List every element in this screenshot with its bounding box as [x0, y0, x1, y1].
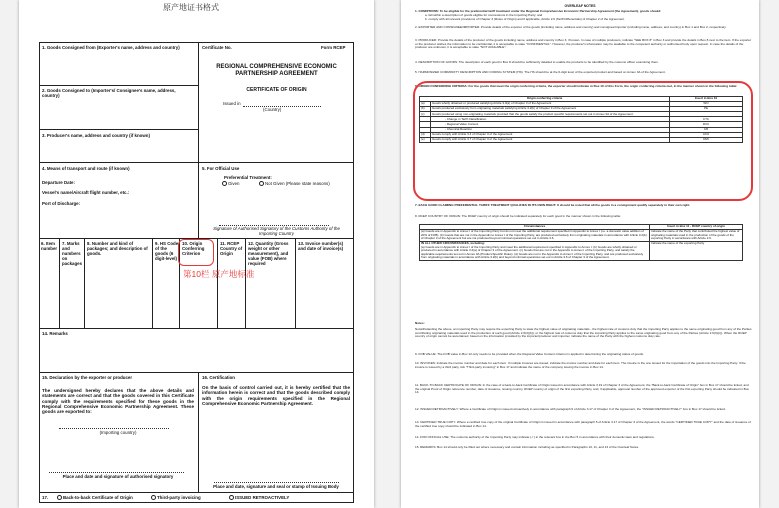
origin-criteria-table-header: Origin conferring criteria Insert in Box 10 — [420, 97, 743, 102]
country-hint: (Country) — [263, 107, 282, 112]
box15-signature-caption: Place and date and signature of authorised signatory — [62, 474, 174, 479]
issued-in-label: Issued in — [223, 101, 241, 106]
rcep-certificate-form-page — [19, 0, 374, 508]
col-invoice: 13. Invoice number(s) and date of invoice(s) — [298, 241, 344, 251]
note-10: 10. INVOICES: Indicate the invoice number and date for each item. If multiple invoices are issued, indicate the invoice number and date for each item. The invoice is the one issued for the importation of the goods into the Importing Party. If the invoice is issued by a third party, tick "Third-party invoicing" in Box 17 and indicate the name of the company issuing the invoice in Box 14. — [415, 361, 746, 369]
note-1: 1. CONDITIONS: To be eligible for the preferential tariff treatment under the Regional Comprehensive Economic Partnership Agreement (the Agreement), goods should: — [415, 9, 662, 13]
title-line-1: REGIONAL COMPREHENSIVE ECONOMIC — [216, 64, 337, 70]
note-1b: b. comply with all relevant provisions of Chapter 3 (Rules of Origin) and if applicable, Article 2.6 (Tariff Differentials) of Chapter 2 of the Agreement. — [425, 17, 625, 21]
title-line-2: PARTNERSHIP AGREEMENT — [235, 71, 318, 77]
not-given-option: Not Given (Please state reasons) — [259, 181, 330, 186]
box16-label: 16. Certification — [202, 375, 235, 380]
box2-label: 2. Goods Consigned to (Importer's/ Consignee's name, address, country) — [42, 88, 176, 98]
importing-country-caption: (Importing country) — [99, 430, 137, 435]
table-row: - Regional Value Content RVC — [420, 122, 743, 127]
issued-retro-option: ISSUED RETROACTIVELY — [229, 495, 289, 500]
certificate-of-origin-heading: CERTIFICATE OF ORIGIN — [246, 87, 307, 93]
form-title — [199, 64, 354, 78]
overleaf-notes-page — [401, 0, 759, 508]
overleaf-heading: OVERLEAF NOTES — [564, 4, 596, 8]
box4-label: 4. Means of transport and route (if known) — [42, 166, 130, 171]
note-14: 14. FOR OFFICIAL USE: The customs authority of the Importing Party may indicate (✓) in the relevant box in the Box 5 in accordance with their domestic laws and regulations. — [415, 435, 655, 439]
table-row: - Change in Tariff Classification CTC — [420, 117, 743, 122]
third-party-checkbox[interactable] — [151, 495, 156, 500]
table-row: (d) Goods comply with Article 3.4 of Chapter 3 of the Agreement ACU — [420, 132, 743, 137]
not-given-checkbox[interactable] — [259, 181, 264, 186]
table-row: (b) Goods produced exclusively from originating materials satisfying Article 3.2(b) of Chapter 3 of the Agreement PE — [420, 107, 743, 112]
certificate-no-label: Certificate No. — [202, 45, 232, 50]
vessel-label: Vessel's name/Aircraft flight number, etc.: — [42, 190, 130, 195]
note-6: 6. ORIGIN CONFERRING CRITERIA: For the goods that meet the origin conferring criteria, the exporter should indicate in Box 10 of this Form, the origin conferring criteria met, in the manner shown in the following table: — [415, 84, 738, 88]
notes-text: Notwithstanding the above, an importing Party may require the exporting Party to state the highest value of originating materials - the highest rate of customs duty that the importing Party applies to the same originating good from any of the Parties contributing originating materials used in the production of such good (Article 2.6(3)(b)); or the highest rate of customs duty that the importing Party applies to the same originating good from any of the Parties (Article 2.6(3)(c)). When the RCEP country of origin cannot be ascertained, based on the information provided by the importer/producer and importer, indicate the name of the Party with the highest customs duty rate. — [415, 327, 752, 339]
note-5: 5. HARMONIZED COMMODITY DESCRIPTION AND CODING SYSTEM (HS): The HS should be at the 6-digit level of the exported product and based on Annex 3A of the Agreement. — [415, 70, 666, 74]
box3-label: 3. Producer's name, address and country (if known) — [42, 133, 150, 138]
box10-red-caption: 第10栏 原产地标准 — [183, 269, 255, 279]
note-15: 15. REMARKS: Box 14 should only be filled out where necessary and contain information including as specified in Paragraphs 10, 11, and 13 of the Overleaf Notes. — [415, 445, 640, 449]
col-country-of-origin: 11. RCEP Country of Origin — [220, 241, 243, 256]
third-party-option: Third-party invoicing — [151, 495, 201, 500]
box16-certification-text: On the basis of control carried out, it is hereby certified that the information herein is correct and that the goods described comply with the origin requirements specified in the Regional Comprehensive Economic Partnership Agreement. — [202, 385, 350, 406]
box16-stamp-caption: Place and date, signature and seal or stamp of Issuing Body — [213, 484, 339, 489]
origin-criteria-highlight — [413, 81, 753, 201]
box1-label: 1. Goods Consigned from (Exporter's name, address and country) — [42, 45, 180, 50]
col-origin-criterion: 10. Origin Conferring Criterion — [182, 241, 205, 256]
table-row: - Chemical Reaction CR — [420, 127, 743, 132]
box14-label: 14. Remarks — [42, 331, 68, 336]
box5-label: 5. For Official Use — [202, 166, 240, 171]
box15-declaration-text: The undersigned hereby declares that the above details and statements are correct and that the goods covered in this Certificate comply with the requirements specified for these goods in the Regional Comprehensive Economic Partnership Agreement. These goods are exported to: — [42, 388, 194, 415]
note-4: 4. DESCRIPTION OF GOODS: The description of each good in Box 8 should be sufficiently detailed to enable the products to be identified by the customs officer examining them. — [415, 60, 659, 64]
given-checkbox[interactable] — [222, 181, 227, 186]
box17-label: 17. — [42, 495, 49, 500]
back-to-back-option: Back-to-back Certificate of Origin — [57, 495, 133, 500]
note-2: 2. EXPORTER AND CONSIGNEE/IMPORTER: Provide details of the exporter of the goods (including name, address and country) and consignee/importer (including name, address, and country) in Box 1 and Box 2, respectively. — [415, 25, 727, 29]
page-top-heading: 原产地证书格式 — [163, 3, 219, 12]
col-item-number: 6. Item number — [41, 241, 58, 251]
table-row: (e) Goods comply with Article 3.7 of Chapter 3 of the Agreement DMI — [420, 137, 743, 142]
col-description: 8. Number and kind of packages; and description of goods. — [87, 241, 148, 256]
note-11: 11. BACK-TO-BACK CERTIFICATE OF ORIGIN: In the case of a back-to-back Certificate of Origin issued in accordance with Article 3.19 of Chapter 3 of the Agreement, the "Back-to-back Certificate of Origin" box in Box 17 should be ticked, and the original Proof of Origin reference number, date of issuance, issuing country, RCEP country of origin of the first exporting Party, and, if applicable, approval number of the approved exporter of the first exporting Party should be indicated in Box 14. — [415, 383, 749, 395]
box15-label: 15. Declaration by the exporter or producer — [42, 375, 133, 380]
table-row: IN ALL OTHER CIRCUMSTANCES, including: (a) Goods are in Appendix to Annex I of the Importing Party and meet the additional requirement specified in Appendix to Annex I. (b) Goods are wholly obtained or produced in accordance with Article 3.2(a) of Chapter 3 of the Agreement. (c) Goods that are not in the Appendix to Annex I of the Importing Party, and satisfy the applicable requirements set out in Annex 3A (Product-Specific Rules). (d) Goods are not in the Appendix to Annex I of the Importing Party, and are produced exclusively from originating materials in accordance with Article 3.2(b) and beyond minimal operations set out in Article 3.6 of Chapter 3 of the Agreement. Indicate the name of the exporting Party — [420, 242, 743, 261]
country-of-origin-table: Circumstances Insert in Box 11 - RCEP country of origin (a) Goods are in Appendix to Annex I of the Importing Party but do not meet the additional requirement specified in Appendix to Annex I (i.e. a domestic value addition of 20% of FOB). (b) Goods that are not in the Appendix to Annex I of the Importing Party, are produced exclusively from originating materials in accordance with Article 3.2(b) of Chapter 3 of the Agreement but are not produced beyond minimal operations set out in Article 3.6. Indicate the name of the Party that contributed the highest value of originating materials used in the production of the goods of the exporting Party in accordance with Article 2.6. IN ALL OTHER CIRCUMSTANCES, including: (a) Goods are in Appendix to Annex I of the Importing Party and meet the additional requirement specified in Appendix to Annex I. (b) Goods are wholly obtained or produced in accordance with Article 3.2(a) of Chapter 3 of the Agreement. (c) Goods that are not in the Appendix to Annex I of the Importing Party, and satisfy the applicable requirements set out in Annex 3A (Product-Specific Rules). (d) Goods are not in the Appendix to Annex I of the Importing Party, and are produced exclusively from originating materials in accordance with Article 3.2(b) and beyond minimal operations set out in Article 3.6 of Chapter 3 of the Agreement. Indicate the name of the exporting Party — [419, 224, 743, 261]
col-hs-code: 9. HS Code of the goods (6 digit-level) — [155, 241, 179, 261]
note-12: 12. ISSUED RETROACTIVELY: Where a Certificate of Origin is issued retroactively in accordance with paragraph 6 of Article 3.17 of Chapter 3 of the Agreement, the "ISSUED RETROACTIVELY" box in Box 17 should be ticked. — [415, 407, 726, 411]
note-7: 7. EACH GOOD CLAIMING PREFERENTIAL TARIFF TREATMENT QUALIFIES IN ITS OWN RIGHT: It should be noted that all the goods in a consignment qualify separately in their own right. — [415, 203, 691, 207]
preferential-treatment-label: Preferential Treatment: — [224, 175, 272, 180]
note-8: 8. RCEP COUNTRY OF ORIGIN: The RCEP country of origin should be indicated separately for each good in the manner shown in the following table: — [415, 214, 622, 218]
col-marks: 7. Marks and numbers on packages — [62, 241, 83, 266]
port-label: Port of Discharge: — [42, 201, 81, 206]
note-1a: a. fall within a description of goods eligible for concessions in the Importing Party; and — [425, 13, 543, 17]
issued-retro-checkbox[interactable] — [229, 495, 234, 500]
note-3: 3. PRODUCER: Provide the details of the producer of the goods including name, address and country in Box 3, if known. In case of multiple producers, indicate "SEE BOX 8" in Box 3 and provide the details in Box 8 next to the item. If the exporter or the producer wishes the information to be confidential, it is acceptable to state "CONFIDENTIAL". However, the producer's information may be available to the competent authority or authorised body upon request. In case the details of the producer are unknown, it is acceptable to state "NOT AVAILABLE". — [415, 38, 752, 50]
notes-label: Notes: — [415, 321, 425, 325]
table-row: (a) Goods wholly obtained or produced satisfying Article 3.3(a) of Chapter 3 of the Agreement WO — [420, 102, 743, 107]
given-option: Given — [222, 181, 239, 186]
note-9: 9. FOB VALUE: The FOB value in Box 12 only needs to be provided when the Regional Value Content criterion is applied in determining the originating status of goods. — [415, 352, 644, 356]
authorised-signature-caption: Signature of Authorised Signatory of the Customs Authority of the Importing Country — [213, 226, 340, 236]
origin-criterion-highlight — [178, 239, 214, 266]
table-row: (c) Goods produced using non-originating materials provided that the goods satisfy the product specific requirements set out in Annex 3A of the Agreement: — [420, 112, 743, 117]
form-rcep-label: Form RCEP — [321, 45, 346, 50]
table-row: (a) Goods are in Appendix to Annex I of the Importing Party but do not meet the additional requirement specified in Appendix to Annex I (i.e. a domestic value addition of 20% of FOB). (b) Goods that are not in the Appendix to Annex I of the Importing Party, are produced exclusively from originating materials in accordance with Article 3.2(b) of Chapter 3 of the Agreement but are not produced beyond minimal operations set out in Article 3.6. Indicate the name of the Party that contributed the highest value of originating materials used in the production of the goods of the exporting Party in accordance with Article 2.6. — [420, 230, 743, 242]
col-quantity: 12. Quantity (Gross weight or other measurement), and value (FOB) where required — [248, 241, 289, 266]
departure-date-label: Departure Date: — [42, 180, 75, 185]
back-to-back-checkbox[interactable] — [57, 495, 62, 500]
note-13: 13. CERTIFIED TRUE COPY: Where a certified true copy of the original Certificate of Origin is issued in accordance with paragraph 5 of Article 3.17 of Chapter 3 of the Agreement, the words "CERTIFIED TRUE COPY" and the date of issuance of the certified true copy should be indicated in Box 14. — [415, 420, 751, 428]
